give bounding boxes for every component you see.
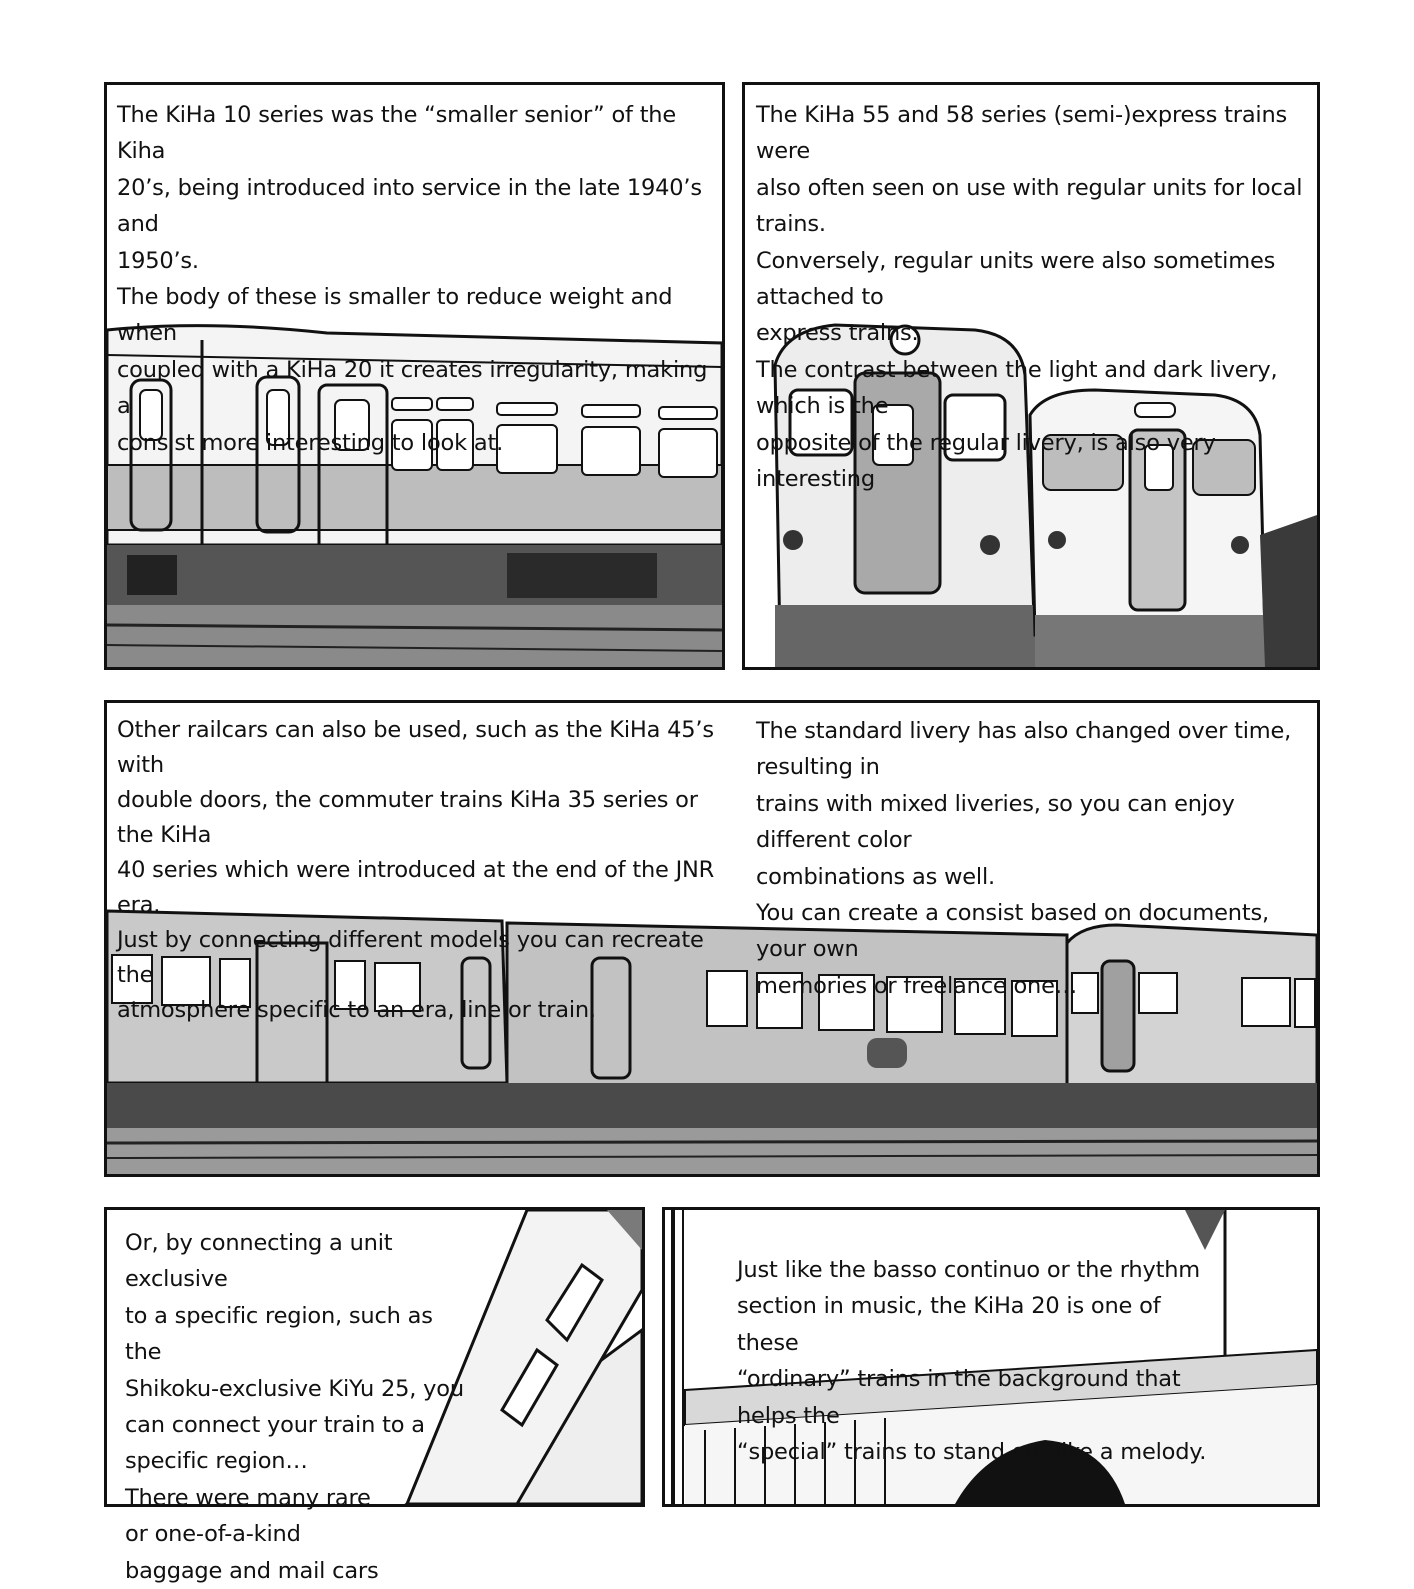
panel-other-railcars bbox=[104, 700, 1320, 1177]
panel-kiyu25 bbox=[104, 1207, 645, 1584]
panel-caption: The KiHa 55 and 58 series (semi-)express trains were also often seen on use with regular units for local trains. Conversely, regular units were also sometimes attached to express trains. The contrast between the light and dark livery, which is the opposite of the regular livery, is also very interesting bbox=[756, 102, 1303, 493]
panel-caption: Or, by connecting a unit exclusive to a specific region, such as the Shikoku-exclusive KiYu 25, you can connect your train to a specific region… There were many rare or one-of-a-kind baggage and mail cars bbox=[125, 1230, 464, 1584]
panel-caption: Just like the basso continuo or the rhythm section in music, the KiHa 20 is one of these “ordinary” trains in the background that helps the “special” trains to stand out like a melody. bbox=[737, 1257, 1207, 1466]
panel-caption-left: Other railcars can also be used, such as the KiHa 45’s with double doors, the commuter trains KiHa 35 series or the KiHa 40 series which were introduced at the end of the JNR era. Just by connecting different models you can recreate the atmosphere specific to an era, line or train. bbox=[117, 717, 715, 1023]
panel-kiha10 bbox=[104, 82, 725, 670]
panel-caption: The KiHa 10 series was the “smaller senior” of the Kiha 20’s, being introduced into service in the late 1940’s and 1950’s. The body of these is smaller to reduce weight and when coupled with a KiHa 20 it creates irregularity, making a consist more interesting to look at. bbox=[117, 102, 708, 456]
panel-caption-right: The standard livery has also changed over time, resulting in trains with mixed liveries, so you can enjoy different color combinations as well. You can create a consist based on documents, your own memories or freelance one… bbox=[756, 718, 1292, 999]
panel-basso bbox=[662, 1207, 1320, 1507]
panel-kiha55 bbox=[742, 82, 1320, 670]
